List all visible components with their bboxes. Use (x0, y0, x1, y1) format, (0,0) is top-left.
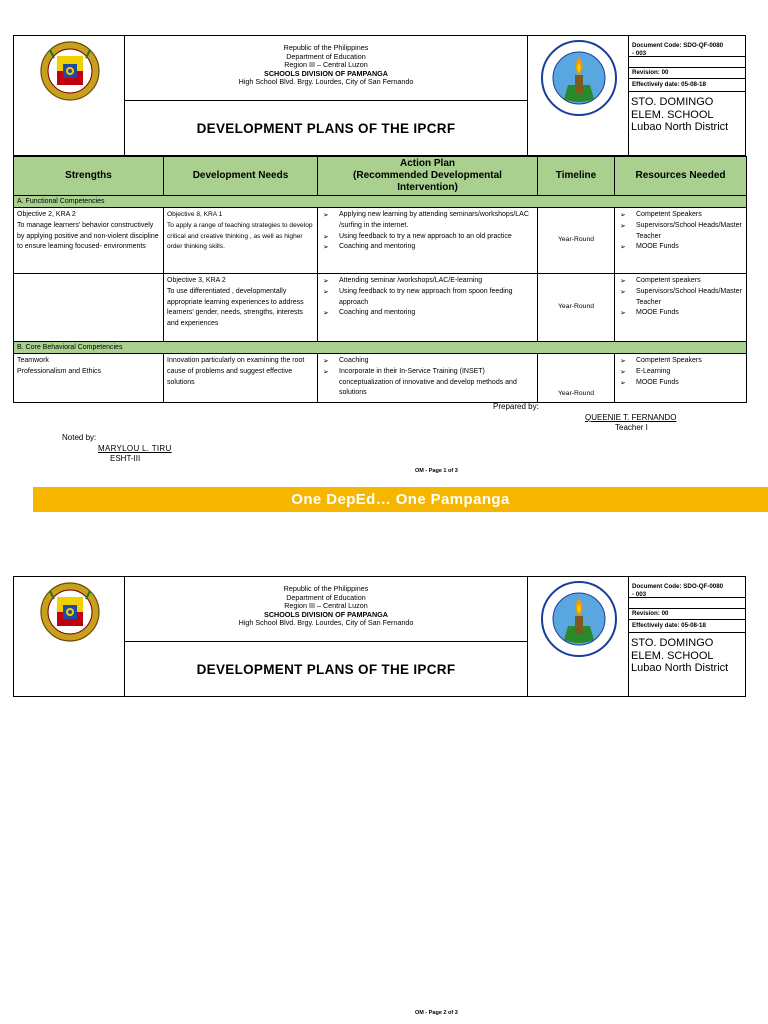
list-item: ➢ Coaching and mentoring (321, 308, 534, 319)
col-strengths: Strengths (14, 157, 164, 196)
col-development-needs: Development Needs (164, 157, 318, 196)
list-item: ➢ Competent Speakers (618, 356, 743, 367)
page-title: DEVELOPMENT PLANS OF THE IPCRF (196, 121, 456, 136)
col-resources: Resources Needed (615, 157, 747, 196)
revision: Revision: 00 (632, 69, 669, 76)
strength-cell: Objective 2, KRA 2 To manage learners’ behavior constructively by applying positive and non-violent discipline to ensure learning focused- environments (14, 208, 164, 274)
development-plan-table (13, 156, 747, 403)
header-center-text: Republic of the Philippines Department of Education Region III – Central Luzon SCHOOLS DIVISION OF PAMPANGA High School Blvd. Brgy. Lourdes, City of San Fernando (238, 43, 414, 87)
table-row (14, 274, 747, 342)
list-item: ➢ Using feedback to try a new approach to an old practice (321, 232, 534, 243)
table-header-row (14, 157, 747, 196)
effectivity-date: Effectively date: 05-08-18 (632, 622, 706, 629)
list-item: ➢ Supervisors/School Heads/Master Teacher (618, 287, 743, 309)
list-item: ➢ Coaching and mentoring (321, 242, 534, 253)
list-item: ➢ Competent Speakers (618, 210, 743, 221)
resources-cell (615, 208, 747, 274)
school-name: STO. DOMINGO ELEM. SCHOOL Lubao North District (631, 637, 729, 674)
timeline-cell: Year-Round (538, 274, 615, 342)
timeline-cell: Year-Round (538, 208, 615, 274)
list-item: ➢ MOOE Funds (618, 242, 743, 253)
list-item: ➢ Competent speakers (618, 276, 743, 287)
effectivity-date: Effectively date: 05-08-18 (632, 81, 706, 88)
section-label: A. Functional Competencies (14, 196, 747, 208)
deped-seal-logo (40, 40, 100, 102)
list-item: ➢ Supervisors/School Heads/Master Teacher (618, 221, 743, 243)
school-seal-logo (540, 39, 618, 117)
strength-cell: Teamwork Professionalism and Ethics (14, 354, 164, 403)
list-item: ➢ MOOE Funds (618, 308, 743, 319)
need-cell: Objective 8, KRA 1 To apply a range of teaching strategies to develop critical and creative thinking , as well as higher order thinking skills. (164, 208, 318, 274)
need-cell: Innovation particularly on examining the root cause of problems and suggest effective solutions (164, 354, 318, 403)
prepared-by-name: QUEENIE T. FERNANDO (585, 413, 677, 422)
page2-header (13, 576, 746, 697)
timeline-cell: Year-Round (538, 354, 615, 403)
need-cell: Objective 3, KRA 2 To use differentiated , developmentally appropriate learning experiences to address learners’ gender, needs, strengths, interests and experiences (164, 274, 318, 342)
deped-seal-logo (40, 581, 100, 643)
page-title: DEVELOPMENT PLANS OF THE IPCRF (196, 662, 456, 677)
noted-by-position: ESHT-III (110, 454, 141, 463)
list-item: ➢ Attending seminar /workshops/LAC/E-learning (321, 276, 534, 287)
list-item: ➢ Using feedback to try new approach from spoon feeding approach (321, 287, 534, 309)
school-name: STO. DOMINGO ELEM. SCHOOL Lubao North District (631, 96, 729, 133)
document-code: Document Code: SDO-QF-0080 - 003 (632, 42, 724, 57)
noted-by-name: MARYLOU L. TIRU (98, 444, 172, 453)
section-label: B. Core Behavioral Competencies (14, 342, 747, 354)
resources-cell (615, 354, 747, 403)
col-timeline: Timeline (538, 157, 615, 196)
noted-by-label: Noted by: (62, 433, 97, 442)
action-cell (318, 354, 538, 403)
action-cell (318, 208, 538, 274)
page-number: OM - Page 1 of 3 (415, 468, 458, 474)
section-row (14, 196, 747, 208)
revision: Revision: 00 (632, 610, 669, 617)
document-code: Document Code: SDO-QF-0080 - 003 (632, 583, 724, 598)
header-center-text: Republic of the Philippines Department of Education Region III – Central Luzon SCHOOLS DIVISION OF PAMPANGA High School Blvd. Brgy. Lourdes, City of San Fernando (238, 584, 414, 628)
page1-header (13, 35, 746, 156)
list-item: ➢ Incorporate in their In-Service Training (INSET) conceptualization of innovative and develop methods and solutions (321, 367, 534, 399)
prepared-by-position: Teacher I (615, 423, 648, 432)
list-item: ➢ MOOE Funds (618, 378, 743, 389)
list-item: ➢ E-Learning (618, 367, 743, 378)
list-item: ➢ Applying new learning by attending seminars/workshops/LAC /surfing in the internet. (321, 210, 534, 232)
list-item: ➢ Coaching (321, 356, 534, 367)
col-action-plan: Action Plan (Recommended Developmental Intervention) (318, 157, 538, 196)
deped-banner: One DepEd… One Pampanga (33, 487, 768, 512)
prepared-by-label: Prepared by: (493, 402, 539, 411)
section-row (14, 342, 747, 354)
resources-cell (615, 274, 747, 342)
action-cell (318, 274, 538, 342)
table-row (14, 208, 747, 274)
strength-cell (14, 274, 164, 342)
school-seal-logo (540, 580, 618, 658)
table-row (14, 354, 747, 403)
page-number: OM - Page 2 of 3 (415, 1010, 458, 1016)
